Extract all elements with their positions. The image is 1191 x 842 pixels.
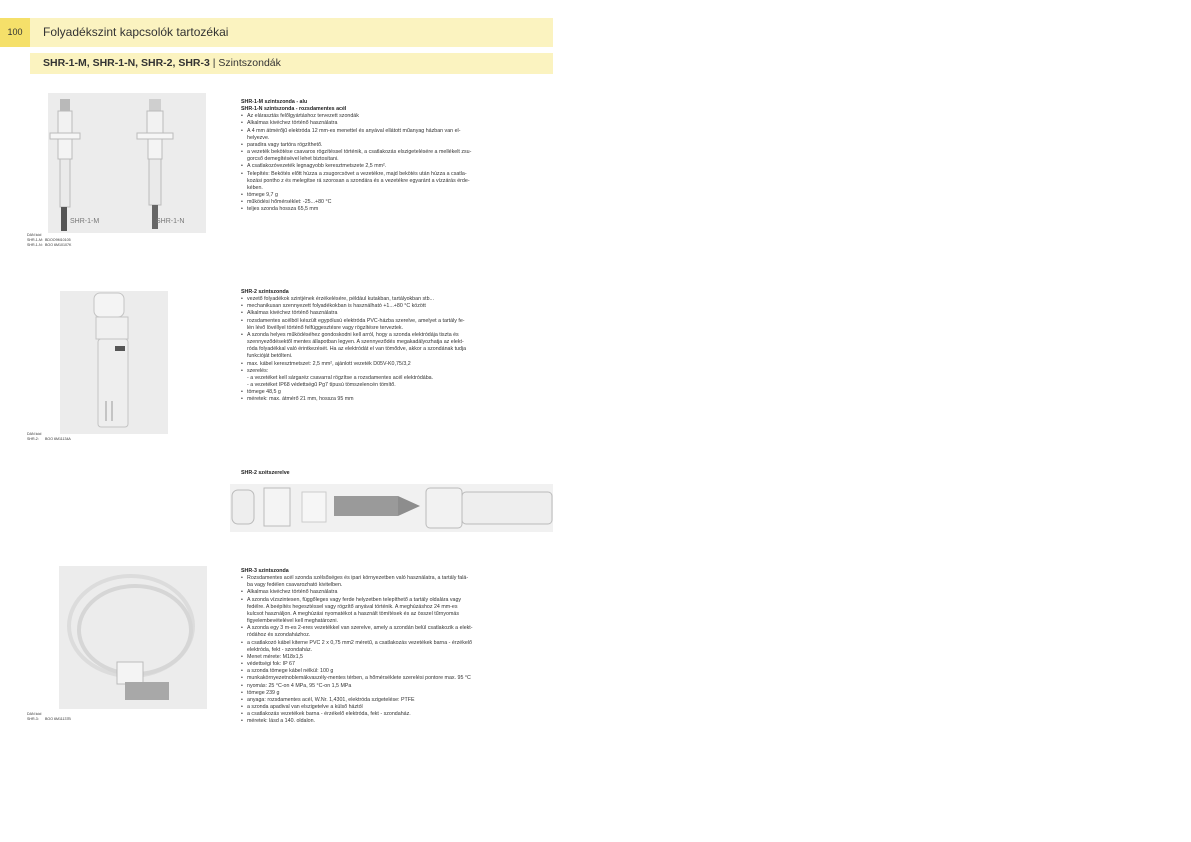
list-item: • védettségi fok: IP 67 <box>241 661 553 668</box>
list-item: • anyaga: rozsdamentes acél, W.Nr. 1,4301, elektróda szigetelése: PTFE <box>241 697 553 704</box>
dan-product-code: SHR-1-N: <box>27 243 43 247</box>
list-item: • a vezeték bekötése csavaros rögzítéssel történik, a csatlakozás elszigetelésére a mellékelt zsu- <box>241 149 553 156</box>
list-item-continuation: helyezve. <box>247 134 270 141</box>
list-item: • munkakörnyezetnoblemákvaszély-mentes térben, a hőmérséklete szerelési pontore max. 95 °C <box>241 675 553 682</box>
header-bar <box>0 18 553 47</box>
list-item: • a szonda apadival van elszigetelve a külső háztól <box>241 704 553 711</box>
shr2-parts-heading: SHR-2 szétszerelve <box>241 470 290 476</box>
list-item: • max. kábel keresztmetszet: 2,5 mm², ajánlott vezeték D05V-K0,75/3,2 <box>241 361 553 368</box>
section-separator: | <box>209 57 219 69</box>
list-item: • a szonda tömege kábel nélkül: 100 g <box>241 668 553 675</box>
list-item: • teljes szonda hossza 65,5 mm <box>241 206 553 213</box>
shr2-parts-section <box>241 470 553 477</box>
shr1-feature-list <box>241 113 553 213</box>
list-item: • paradira vagy tartóra rögzíthető. <box>241 142 553 149</box>
photo-label-shr1n: SHR-1-N <box>156 218 185 225</box>
list-item: • A szonda helyes működéséhez gondoskodni kell arról, hogy a szonda elektródája tiszta és <box>241 332 553 339</box>
list-item: • Alkalmas kivéchez történő használatra <box>241 120 553 127</box>
section-category: Szintszondák <box>218 57 281 69</box>
shr2-probe-illustration <box>60 291 168 434</box>
shr1-probes-illustration <box>48 93 206 233</box>
list-item: • működési hőmérséklet: -25...+80 °C <box>241 199 553 206</box>
dan-title: DAN kód <box>27 712 42 716</box>
page-title: Folyadékszint kapcsolók tartozékai <box>43 25 229 39</box>
list-item: • tömege 48,5 g <box>241 389 553 396</box>
list-item: • mechanikusan szennyezett folyadékokban is használható +1...+80 °C között <box>241 303 553 310</box>
shr3-description <box>241 568 553 725</box>
list-item: • Alkalmas kivéchez történő használatra <box>241 310 553 317</box>
list-item-continuation: elektróda, fekt - szondaház. <box>247 646 313 653</box>
dan-value: BOO 6M11137B <box>45 717 71 721</box>
list-item: • tömege 9,7 g <box>241 192 553 199</box>
list-item-continuation: kében. <box>247 184 263 191</box>
dan-code-shr2 <box>27 432 71 442</box>
list-item-subpoint: - a vezetéket IP68 védettségű Pg7 típusú tömszelencén tömítő. <box>247 382 396 389</box>
shr3-feature-list <box>241 575 553 725</box>
shr1-heading-n: SHR-1-N szintszonda - rozsdamentes acél <box>241 106 347 113</box>
dan-row <box>27 243 71 248</box>
product-photo-shr1 <box>48 93 206 233</box>
dan-product-code: SHR-1-M: <box>27 238 43 242</box>
list-item: • A 4 mm átmérőjű elektróda 12 mm-es menettel és anyával ellátott műanyag házban van el- <box>241 128 553 135</box>
shr3-heading: SHR-3 szintszonda <box>241 568 289 574</box>
product-photo-shr2-parts <box>230 484 553 532</box>
list-item: • Az elárasztás felőlgyártáshoz tervezett szondák <box>241 113 553 120</box>
list-item: • méretek: lásd a 140. oldalon. <box>241 718 553 725</box>
list-item: • a csatlakozó kábel kiterne PVC 2 x 0,75 mm2 méretű, a csatlakozás vezetékek barna - érzékelő <box>241 640 553 647</box>
list-item-continuation: lén lévő lövéllyel történő felfüggesztésre vagy rögzítésre terveztek. <box>247 324 404 331</box>
list-item-continuation: szennyeződésektől mentes állapotban legyen. A szennyeződés megakadályozhatja az elekt- <box>247 339 464 346</box>
dan-row <box>27 717 71 722</box>
page-number: 100 <box>0 18 30 47</box>
shr1-description <box>241 99 553 214</box>
list-item: • A szonda vízszintesen, függőleges vagy ferde helyzetben telepíthető a tartály oldalára vagy <box>241 597 553 604</box>
list-item-continuation: funkcióját betölteni. <box>247 353 293 360</box>
shr1-heading-m: SHR-1-M szintszonda - alu <box>241 99 308 105</box>
list-item: • rozsdamentes acélból készült egypólusú elektróda PVC-házba szerelve, amelyet a tartály fe- <box>241 318 553 325</box>
list-item-continuation: ba vagy fedélen csavarozható kivitelben. <box>247 582 343 589</box>
dan-code-shr3 <box>27 712 71 722</box>
list-item-continuation: ródához és szondaházhoz. <box>247 632 311 639</box>
list-item-continuation: kozási pontho z és melegítse rá szorosan a szondára és a vezetékre egyaránt a vízzárás érde- <box>247 177 470 184</box>
shr3-probe-cable-illustration <box>59 566 207 709</box>
list-item: • vezető folyadékok szintjének érzékelésére, például kutakban, tartályokban stb... <box>241 296 553 303</box>
list-item: • Telepítés: Bekötés előtt húzza a zsugorcsövet a vezetékre, majd bekötés után húzza a csatla- <box>241 171 553 178</box>
dan-code-shr1 <box>27 233 71 248</box>
photo-label-shr1m: SHR-1-M <box>70 218 100 225</box>
dan-title: DAN kód <box>27 233 42 237</box>
product-photo-shr2 <box>60 291 168 434</box>
shr2-feature-list <box>241 296 553 403</box>
list-item-subpoint: - a vezetéket kell sárgaréz csavarral rögzítse a rozsdamentes acél elektródába. <box>247 374 434 381</box>
list-item: • tömege 239 g <box>241 690 553 697</box>
dan-value: BDOO9M10105 <box>45 238 71 242</box>
dan-row <box>27 437 71 442</box>
list-item: • Alkalmas kivéchez történő használatra <box>241 589 553 596</box>
dan-title: DAN kód <box>27 432 42 436</box>
list-item: • méretek: max. átmérő 21 mm, hossza 95 mm <box>241 396 553 403</box>
list-item-continuation: róda folyadékkal való érintkezését. Ha az elektródát el van tömődve, akkor a szondának tudja <box>247 346 467 353</box>
shr2-parts-illustration <box>230 484 553 532</box>
dan-value: BOO 6M10107K <box>45 243 72 247</box>
section-title <box>43 53 281 74</box>
list-item: • A szonda egy 3 m-es 2-eres vezetékkel van szerelve, amely a szondán belül csatlakozik a elekt- <box>241 625 553 632</box>
dan-product-code: SHR-2: <box>27 437 39 441</box>
section-title-bar <box>30 53 553 74</box>
list-item-continuation: gorcső demegítésével lehet biztosítani. <box>247 156 339 163</box>
section-products: SHR-1-M, SHR-1-N, SHR-2, SHR-3 <box>43 57 210 69</box>
list-item-continuation: figyelembevételével kell meghatározni. <box>247 618 338 625</box>
shr2-description <box>241 289 553 404</box>
list-item: • a csatlakozás vezetékek barna - érzékelő elektróda, fekt - szondaház. <box>241 711 553 718</box>
product-photo-shr3 <box>59 566 207 709</box>
list-item-continuation: fedélre. A beépítés hegesztéssel vagy rögzítő anyával történik. A meghúzáshoz 24 mm-es <box>247 603 458 610</box>
dan-value: BOO 6M11134A <box>45 437 71 441</box>
list-item: • nyomás: 25 °C-on 4 MPa, 95 °C-on 1,5 MPa <box>241 683 553 690</box>
list-item: • Rozsdamentes acél szonda szélsőséges és ipari környezetben való használatra, a tartály falá- <box>241 575 553 582</box>
list-item: • A csatlakozóvezeték legnagyobb keresztmetszete 2,5 mm². <box>241 163 553 170</box>
dan-product-code: SHR-3: <box>27 717 39 721</box>
list-item: • Menet mérete: M18x1,5 <box>241 654 553 661</box>
list-item: • szerelés: <box>241 368 553 375</box>
shr2-heading: SHR-2 szintszonda <box>241 289 289 295</box>
list-item-continuation: kulcsot használjon. A meghúzási nyomatékot a használt tömítések és az összel tűrnyomás <box>247 610 459 617</box>
